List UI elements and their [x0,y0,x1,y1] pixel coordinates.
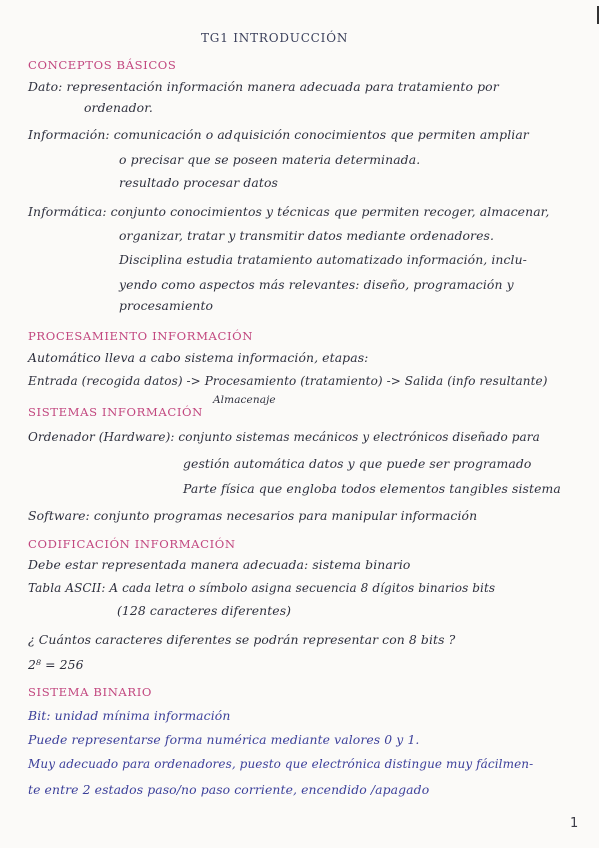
text-line: Software: conjunto programas necesarios para manipular información [28,508,478,523]
section-heading-conceptos: CONCEPTOS BÁSICOS [28,58,177,72]
text-line: procesamiento [119,298,214,313]
text-line: Debe estar representada manera adecuada: sistema binario [28,557,411,572]
text-line: ¿ Cuántos caracteres diferentes se podrán representar con 8 bits ? [28,632,456,647]
text-line: Parte física que engloba todos elementos tangibles sistema [183,481,561,496]
text-line: Información: comunicación o adquisición conocimientos que permiten ampliar [28,127,529,142]
text-line: Bit: unidad mínima información [28,708,231,723]
text-line: te entre 2 estados paso/no paso corriente, encendido /apagado [28,782,430,797]
text-line: Puede representarse forma numérica mediante valores 0 y 1. [28,732,420,747]
text-line: Ordenador (Hardware): conjunto sistemas mecánicos y electrónicos diseñado para [28,430,540,444]
text-line: (128 caracteres diferentes) [117,603,292,618]
text-line: Tabla ASCII: A cada letra o símbolo asigna secuencia 8 dígitos binarios bits [28,581,496,595]
text-line: Dato: representación información manera adecuada para tratamiento por [28,79,499,94]
section-heading-procesamiento: PROCESAMIENTO INFORMACIÓN [28,329,254,343]
section-heading-sistemas: SISTEMAS INFORMACIÓN [28,405,203,419]
text-line: organizar, tratar y transmitir datos mediante ordenadores. [119,228,495,243]
text-line: yendo como aspectos más relevantes: diseño, programación y [119,277,514,292]
section-heading-codificacion: CODIFICACIÓN INFORMACIÓN [28,537,236,551]
text-line: ordenador. [84,100,153,115]
text-line: 2⁸ = 256 [28,657,84,672]
text-line: o precisar que se poseen materia determinada. [119,152,421,167]
text-line: Muy adecuado para ordenadores, puesto que electrónica distingue muy fácilmen- [28,757,534,771]
page-number: 1 [570,816,579,831]
text-line: resultado procesar datos [119,175,278,190]
text-line: Automático lleva a cabo sistema información, etapas: [28,350,369,365]
text-line: Entrada (recogida datos) -> Procesamiento (tratamiento) -> Salida (info resultante) [28,374,548,388]
section-heading-binario: SISTEMA BINARIO [28,685,153,699]
text-line: Informática: conjunto conocimientos y técnicas que permiten recoger, almacenar, [28,204,550,219]
text-line: Disciplina estudia tratamiento automatizado información, inclu- [119,252,527,267]
text-line: gestión automática datos y que puede ser programado [183,456,532,471]
page-title: TG1 INTRODUCCIÓN [201,31,349,45]
text-line-almacenaje: Almacenaje [213,394,276,406]
